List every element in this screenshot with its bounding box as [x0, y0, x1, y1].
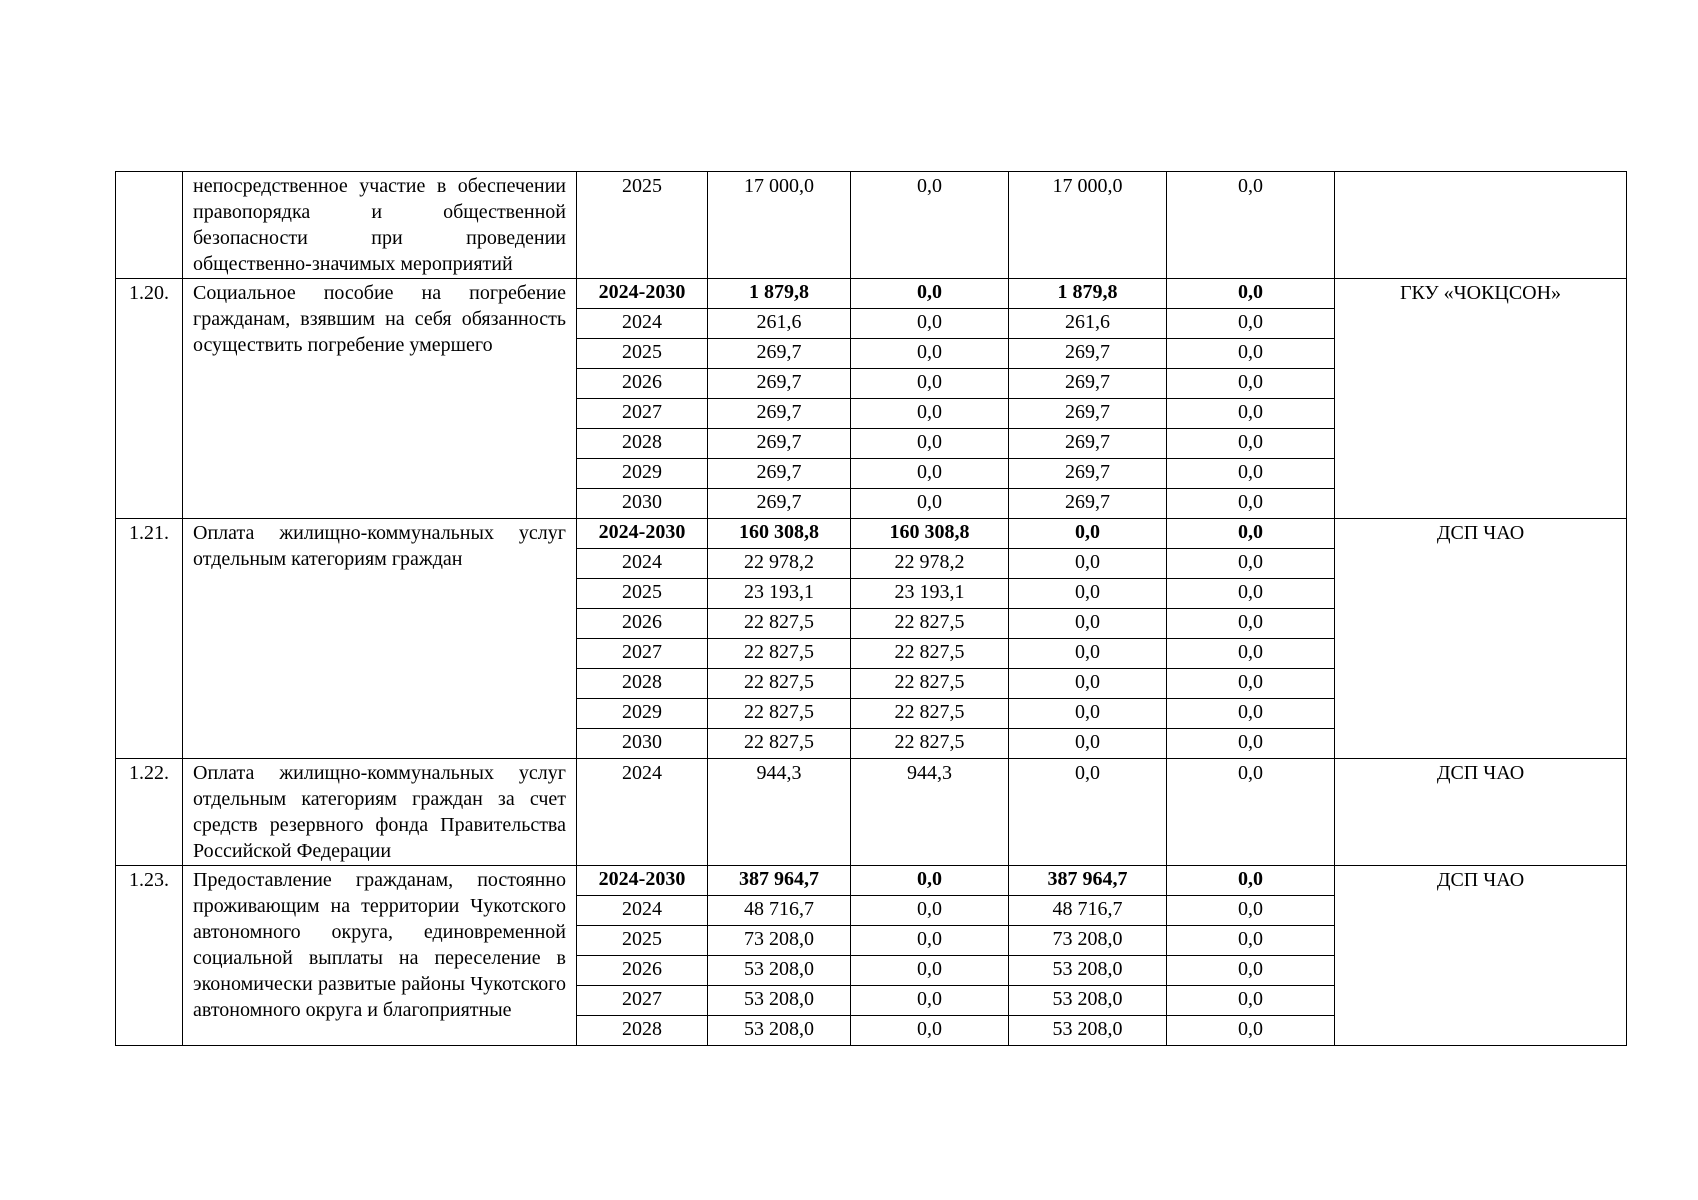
federal-budget-cell: 22 827,5: [851, 669, 1009, 699]
other-sources-cell: 0,0: [1167, 279, 1335, 309]
item-number-cell: [116, 172, 183, 279]
regional-budget-cell: 269,7: [1009, 489, 1167, 519]
federal-budget-cell: 22 827,5: [851, 639, 1009, 669]
table-body: [116, 172, 1627, 1046]
total-cell: 944,3: [708, 759, 851, 866]
year-cell: 2029: [577, 699, 708, 729]
year-cell: 2024: [577, 549, 708, 579]
year-cell: 2028: [577, 429, 708, 459]
year-cell: 2028: [577, 669, 708, 699]
total-cell: 269,7: [708, 459, 851, 489]
other-sources-cell: 0,0: [1167, 489, 1335, 519]
year-cell: 2025: [577, 579, 708, 609]
federal-budget-cell: 160 308,8: [851, 519, 1009, 549]
federal-budget-cell: 0,0: [851, 429, 1009, 459]
regional-budget-cell: 269,7: [1009, 429, 1167, 459]
federal-budget-cell: 0,0: [851, 399, 1009, 429]
regional-budget-cell: 53 208,0: [1009, 1016, 1167, 1046]
year-cell: 2024: [577, 759, 708, 866]
other-sources-cell: 0,0: [1167, 669, 1335, 699]
federal-budget-cell: 0,0: [851, 1016, 1009, 1046]
total-cell: 387 964,7: [708, 866, 851, 896]
item-number-cell: 1.22.: [116, 759, 183, 866]
total-cell: 269,7: [708, 399, 851, 429]
federal-budget-cell: 0,0: [851, 866, 1009, 896]
regional-budget-cell: 0,0: [1009, 609, 1167, 639]
year-cell: 2024: [577, 896, 708, 926]
other-sources-cell: 0,0: [1167, 339, 1335, 369]
total-cell: 22 827,5: [708, 609, 851, 639]
federal-budget-cell: 22 827,5: [851, 699, 1009, 729]
year-cell: 2026: [577, 369, 708, 399]
regional-budget-cell: 0,0: [1009, 639, 1167, 669]
total-cell: 269,7: [708, 369, 851, 399]
federal-budget-cell: 0,0: [851, 369, 1009, 399]
other-sources-cell: 0,0: [1167, 639, 1335, 669]
other-sources-cell: 0,0: [1167, 609, 1335, 639]
total-cell: 22 827,5: [708, 639, 851, 669]
federal-budget-cell: 22 978,2: [851, 549, 1009, 579]
federal-budget-cell: 0,0: [851, 172, 1009, 279]
item-number-cell: 1.23.: [116, 866, 183, 1046]
year-cell: 2026: [577, 956, 708, 986]
program-measures-table: [115, 171, 1627, 1046]
year-cell: 2024-2030: [577, 519, 708, 549]
federal-budget-cell: 22 827,5: [851, 729, 1009, 759]
executor-cell: ДСП ЧАО: [1335, 519, 1627, 759]
measure-description-cell: Социальное пособие на погребение гражданам, взявшим на себя обязанность осуществить погребение умершего: [183, 279, 577, 519]
other-sources-cell: 0,0: [1167, 759, 1335, 866]
regional-budget-cell: 1 879,8: [1009, 279, 1167, 309]
other-sources-cell: 0,0: [1167, 866, 1335, 896]
year-cell: 2030: [577, 729, 708, 759]
executor-cell: ДСП ЧАО: [1335, 866, 1627, 1046]
measure-description-cell: Оплата жилищно-коммунальных услуг отдельным категориям граждан: [183, 519, 577, 759]
regional-budget-cell: 48 716,7: [1009, 896, 1167, 926]
federal-budget-cell: 0,0: [851, 309, 1009, 339]
other-sources-cell: 0,0: [1167, 699, 1335, 729]
regional-budget-cell: 0,0: [1009, 549, 1167, 579]
regional-budget-cell: 53 208,0: [1009, 986, 1167, 1016]
other-sources-cell: 0,0: [1167, 986, 1335, 1016]
federal-budget-cell: 0,0: [851, 926, 1009, 956]
other-sources-cell: 0,0: [1167, 519, 1335, 549]
federal-budget-cell: 22 827,5: [851, 609, 1009, 639]
total-cell: 53 208,0: [708, 956, 851, 986]
year-cell: 2025: [577, 339, 708, 369]
total-cell: 22 978,2: [708, 549, 851, 579]
regional-budget-cell: 0,0: [1009, 579, 1167, 609]
year-cell: 2028: [577, 1016, 708, 1046]
executor-cell: ДСП ЧАО: [1335, 759, 1627, 866]
measure-description-cell: Предоставление гражданам, постоянно проживающим на территории Чукотского автономного округа, единовременной социальной выплаты на переселение в экономически развитые районы Чукотского автономного округа и благоприятные: [183, 866, 577, 1046]
item-number-cell: 1.21.: [116, 519, 183, 759]
table-row: [116, 172, 1627, 279]
regional-budget-cell: 269,7: [1009, 369, 1167, 399]
year-cell: 2026: [577, 609, 708, 639]
total-cell: 22 827,5: [708, 729, 851, 759]
regional-budget-cell: 17 000,0: [1009, 172, 1167, 279]
regional-budget-cell: 269,7: [1009, 339, 1167, 369]
year-cell: 2029: [577, 459, 708, 489]
total-cell: 23 193,1: [708, 579, 851, 609]
other-sources-cell: 0,0: [1167, 549, 1335, 579]
regional-budget-cell: 0,0: [1009, 669, 1167, 699]
regional-budget-cell: 0,0: [1009, 699, 1167, 729]
federal-budget-cell: 944,3: [851, 759, 1009, 866]
federal-budget-cell: 0,0: [851, 489, 1009, 519]
federal-budget-cell: 23 193,1: [851, 579, 1009, 609]
other-sources-cell: 0,0: [1167, 399, 1335, 429]
regional-budget-cell: 0,0: [1009, 759, 1167, 866]
other-sources-cell: 0,0: [1167, 172, 1335, 279]
total-cell: 73 208,0: [708, 926, 851, 956]
regional-budget-cell: 261,6: [1009, 309, 1167, 339]
total-cell: 53 208,0: [708, 986, 851, 1016]
measure-description-cell: непосредственное участие в обеспечении правопорядка и общественной безопасности при проведении общественно-значимых мероприятий: [183, 172, 577, 279]
federal-budget-cell: 0,0: [851, 986, 1009, 1016]
measure-description-cell: Оплата жилищно-коммунальных услуг отдельным категориям граждан за счет средств резервного фонда Правительства Российской Федерации: [183, 759, 577, 866]
other-sources-cell: 0,0: [1167, 896, 1335, 926]
executor-cell: ГКУ «ЧОКЦСОН»: [1335, 279, 1627, 519]
other-sources-cell: 0,0: [1167, 926, 1335, 956]
other-sources-cell: 0,0: [1167, 369, 1335, 399]
total-cell: 53 208,0: [708, 1016, 851, 1046]
regional-budget-cell: 73 208,0: [1009, 926, 1167, 956]
regional-budget-cell: 387 964,7: [1009, 866, 1167, 896]
year-cell: 2024-2030: [577, 279, 708, 309]
other-sources-cell: 0,0: [1167, 579, 1335, 609]
year-cell: 2027: [577, 399, 708, 429]
other-sources-cell: 0,0: [1167, 429, 1335, 459]
total-cell: 17 000,0: [708, 172, 851, 279]
federal-budget-cell: 0,0: [851, 956, 1009, 986]
executor-cell: [1335, 172, 1627, 279]
year-cell: 2030: [577, 489, 708, 519]
total-cell: 1 879,8: [708, 279, 851, 309]
year-cell: 2024-2030: [577, 866, 708, 896]
item-number-cell: 1.20.: [116, 279, 183, 519]
total-cell: 269,7: [708, 429, 851, 459]
other-sources-cell: 0,0: [1167, 309, 1335, 339]
table-row: [116, 279, 1627, 309]
total-cell: 22 827,5: [708, 699, 851, 729]
regional-budget-cell: 0,0: [1009, 519, 1167, 549]
other-sources-cell: 0,0: [1167, 956, 1335, 986]
federal-budget-cell: 0,0: [851, 279, 1009, 309]
other-sources-cell: 0,0: [1167, 729, 1335, 759]
year-cell: 2024: [577, 309, 708, 339]
total-cell: 269,7: [708, 489, 851, 519]
federal-budget-cell: 0,0: [851, 896, 1009, 926]
regional-budget-cell: 269,7: [1009, 399, 1167, 429]
regional-budget-cell: 0,0: [1009, 729, 1167, 759]
table-row: [116, 519, 1627, 549]
year-cell: 2025: [577, 172, 708, 279]
regional-budget-cell: 53 208,0: [1009, 956, 1167, 986]
table-row: [116, 866, 1627, 896]
other-sources-cell: 0,0: [1167, 1016, 1335, 1046]
total-cell: 160 308,8: [708, 519, 851, 549]
total-cell: 269,7: [708, 339, 851, 369]
year-cell: 2027: [577, 639, 708, 669]
total-cell: 22 827,5: [708, 669, 851, 699]
federal-budget-cell: 0,0: [851, 459, 1009, 489]
other-sources-cell: 0,0: [1167, 459, 1335, 489]
total-cell: 261,6: [708, 309, 851, 339]
table-row: [116, 759, 1627, 866]
federal-budget-cell: 0,0: [851, 339, 1009, 369]
regional-budget-cell: 269,7: [1009, 459, 1167, 489]
year-cell: 2025: [577, 926, 708, 956]
total-cell: 48 716,7: [708, 896, 851, 926]
year-cell: 2027: [577, 986, 708, 1016]
